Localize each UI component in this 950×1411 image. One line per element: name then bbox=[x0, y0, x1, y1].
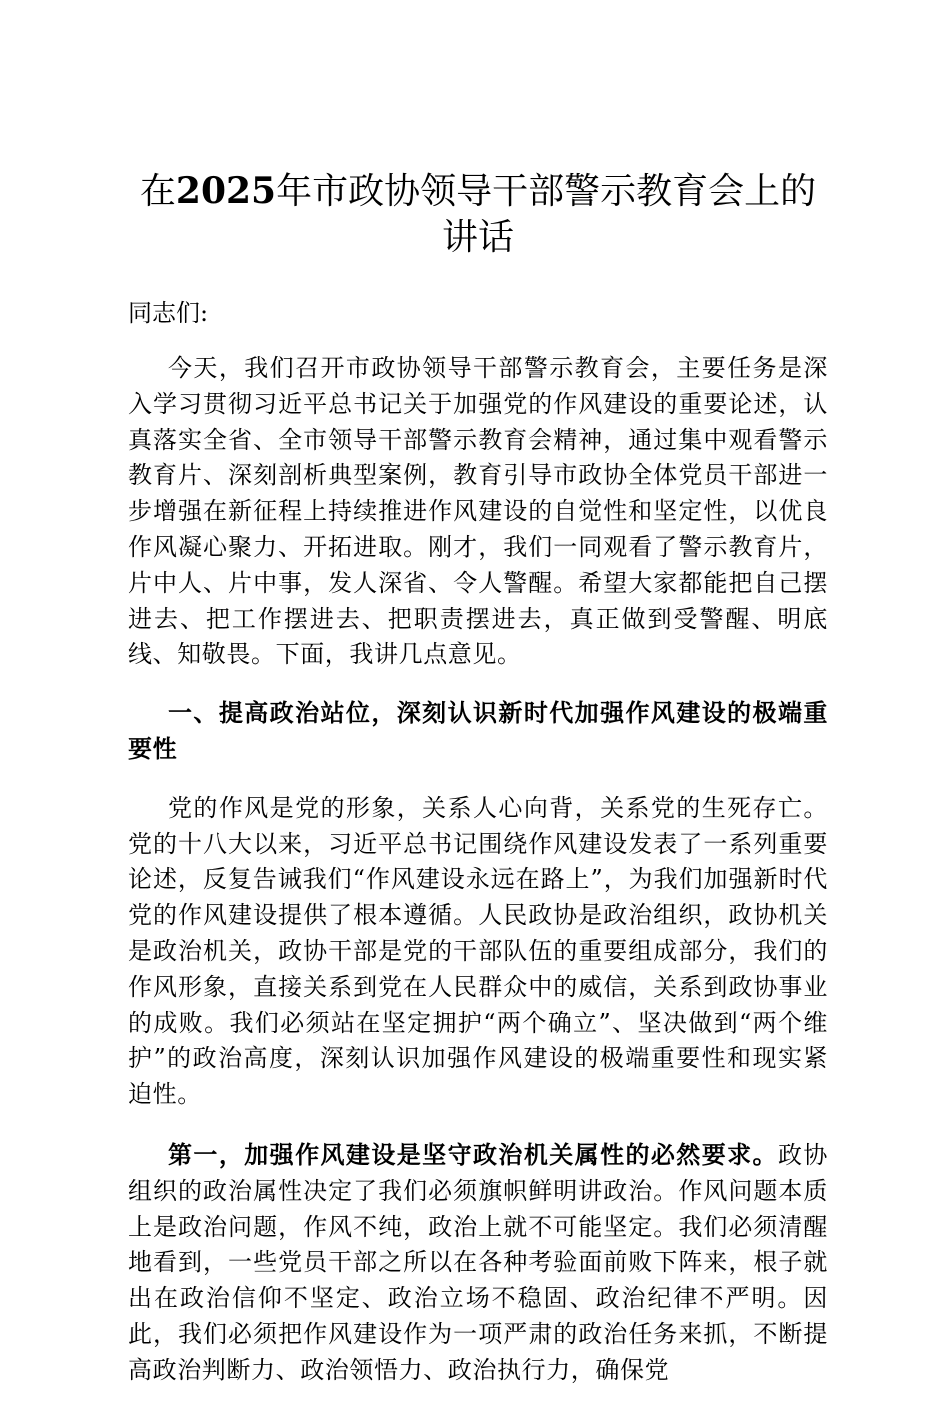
intro-paragraph: 今天，我们召开市政协领导干部警示教育会，主要任务是深入学习贯彻习近平总书记关于加强党的作风建设的重要论述，认真落实全省、全市领导干部警示教育会精神，通过集中观看警示教育片、深刻剖析典型案例，教育引导市政协全体党员干部进一步增强在新征程上持续推进作风建设的自觉性和坚定性，以优良作风凝心聚力、开拓进取。刚才，我们一同观看了警示教育片，片中人、片中事，发人深省、令人警醒。希望大家都能把自己摆进去、把工作摆进去、把职责摆进去，真正做到受警醒、明底线、知敬畏。下面，我讲几点意见。 bbox=[128, 354, 828, 669]
document-title bbox=[128, 168, 828, 261]
point-one-lead: 第一，加强作风建设是坚守政治机关属性的必然要求。 bbox=[168, 1139, 778, 1169]
point-one-body: 政协组织的政治属性决定了我们必须旗帜鲜明讲政治。作风问题本质上是政治问题，作风不纯，政治上就不可能坚定。我们必须清醒地看到，一些党员干部之所以在各种考验面前败下阵来，根子就出在政治信仰不坚定、政治立场不稳固、政治纪律不严明。因此，我们必须把作风建设作为一项严肃的政治任务来抓，不断提高政治判断力、政治领悟力、政治执行力，确保党 bbox=[128, 1140, 829, 1384]
document-page bbox=[128, 168, 828, 1411]
point-one-paragraph bbox=[128, 1137, 828, 1389]
section-one-paragraph: 党的作风是党的形象，关系人心向背，关系党的生死存亡。党的十八大以来，习近平总书记围绕作风建设发表了一系列重要论述，反复告诫我们“作风建设永远在路上”，为我们加强新时代党的作风建设提供了根本遵循。人民政协是政治组织，政协机关是政治机关，政协干部是党的干部队伍的重要组成部分，我们的作风形象，直接关系到党在人民群众中的威信，关系到政协事业的成败。我们必须站在坚定拥护“两个确立”、坚决做到“两个维护”的政治高度，深刻认识加强作风建设的极端重要性和现实紧迫性。 bbox=[128, 793, 828, 1109]
title-year: 2025 bbox=[175, 170, 277, 212]
title-rest: 年市政协领导干部警示教育会上的讲话 bbox=[276, 171, 817, 258]
section-one-heading: 一、提高政治站位，深刻认识新时代加强作风建设的极端重要性 bbox=[128, 698, 828, 763]
salutation: 同志们: bbox=[128, 299, 209, 327]
title-prefix: 在 bbox=[139, 171, 176, 212]
